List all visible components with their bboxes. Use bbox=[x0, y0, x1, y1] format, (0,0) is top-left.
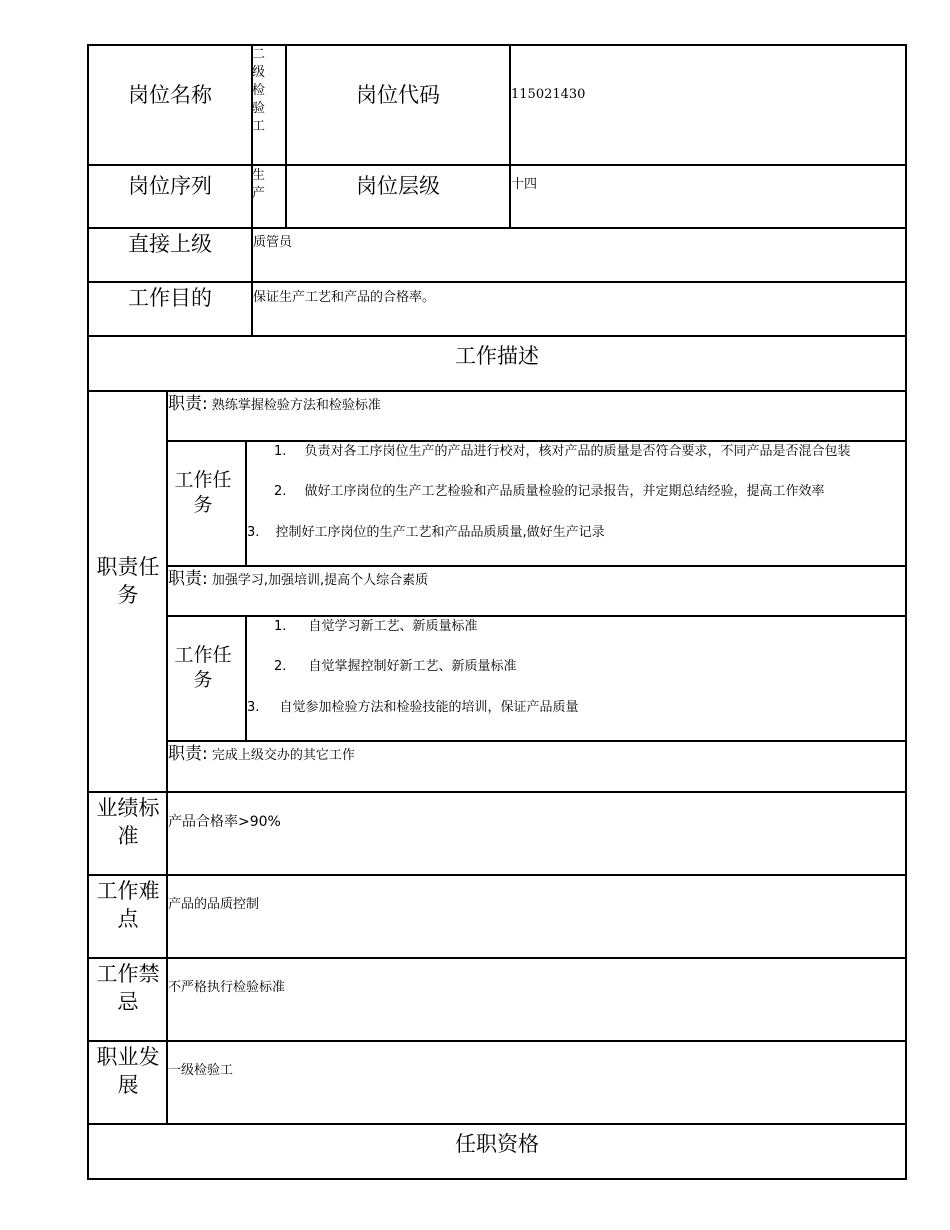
task-number: 2. bbox=[274, 659, 287, 674]
career-value: 一级检验工 bbox=[168, 1063, 234, 1078]
duty-prefix: 职责: bbox=[168, 569, 208, 589]
difficulty-label: 工作难点 bbox=[96, 879, 160, 931]
duty-2 bbox=[168, 570, 428, 590]
task-number: 3. bbox=[247, 525, 260, 540]
duty-prefix: 职责: bbox=[168, 744, 208, 764]
task-item bbox=[274, 483, 825, 501]
position-code-label: 岗位代码 bbox=[356, 83, 440, 107]
work-description-title: 工作描述 bbox=[455, 344, 539, 368]
tasks-label: 工作任务 bbox=[174, 644, 232, 691]
superior-value: 质管员 bbox=[253, 235, 293, 250]
task-item bbox=[274, 618, 478, 636]
task-text: 自觉学习新工艺、新质量标准 bbox=[308, 619, 478, 634]
career-label: 职业发展 bbox=[96, 1045, 160, 1097]
task-text: 做好工序岗位的生产工艺检验和产品质量检验的记录报告，并定期总结经验，提高工作效率 bbox=[304, 484, 825, 499]
task-item bbox=[247, 524, 605, 542]
task-text: 负责对各工序岗位生产的产品进行校对，核对产品的质量是否符合要求，不同产品是否混合包装 bbox=[304, 444, 851, 459]
sequence-label: 岗位序列 bbox=[128, 174, 212, 198]
duty-text: 熟练掌握检验方法和检验标准 bbox=[211, 398, 381, 413]
duties-label: 职责任务 bbox=[96, 555, 160, 607]
duty-text: 完成上级交办的其它工作 bbox=[211, 748, 355, 763]
superior-label: 直接上级 bbox=[128, 232, 212, 256]
performance-label: 业绩标准 bbox=[96, 796, 160, 848]
sequence-value: 生产 bbox=[252, 168, 266, 201]
task-number: 1. bbox=[274, 619, 287, 634]
task-item bbox=[274, 658, 517, 676]
difficulty-value: 产品的品质控制 bbox=[168, 897, 260, 912]
task-text: 控制好工序岗位的生产工艺和产品品质质量,做好生产记录 bbox=[275, 525, 605, 540]
position-name-value: 二级检验工 bbox=[252, 47, 266, 134]
duty-1 bbox=[168, 395, 381, 415]
purpose-label: 工作目的 bbox=[128, 286, 212, 310]
duty-prefix: 职责: bbox=[168, 394, 208, 414]
duty-3 bbox=[168, 745, 355, 765]
task-item bbox=[274, 443, 851, 461]
performance-value: 产品合格率>90% bbox=[168, 814, 281, 830]
task-number: 3. bbox=[247, 700, 260, 715]
purpose-value: 保证生产工艺和产品的合格率。 bbox=[253, 290, 436, 305]
qualification-title: 任职资格 bbox=[455, 1132, 539, 1156]
task-text: 自觉掌握控制好新工艺、新质量标准 bbox=[308, 659, 517, 674]
taboo-label: 工作禁忌 bbox=[96, 962, 160, 1014]
tasks-label: 工作任务 bbox=[174, 469, 232, 516]
level-value: 十四 bbox=[511, 177, 538, 192]
position-name-label: 岗位名称 bbox=[128, 83, 212, 107]
duty-text: 加强学习,加强培训,提高个人综合素质 bbox=[211, 573, 429, 588]
level-label: 岗位层级 bbox=[356, 174, 440, 198]
task-number: 2. bbox=[274, 484, 287, 499]
task-number: 1. bbox=[274, 444, 287, 459]
task-item bbox=[247, 699, 579, 717]
task-text: 自觉参加检验方法和检验技能的培训，保证产品质量 bbox=[279, 700, 579, 715]
position-code-value: 115021430 bbox=[511, 87, 586, 102]
taboo-value: 不严格执行检验标准 bbox=[168, 980, 286, 995]
